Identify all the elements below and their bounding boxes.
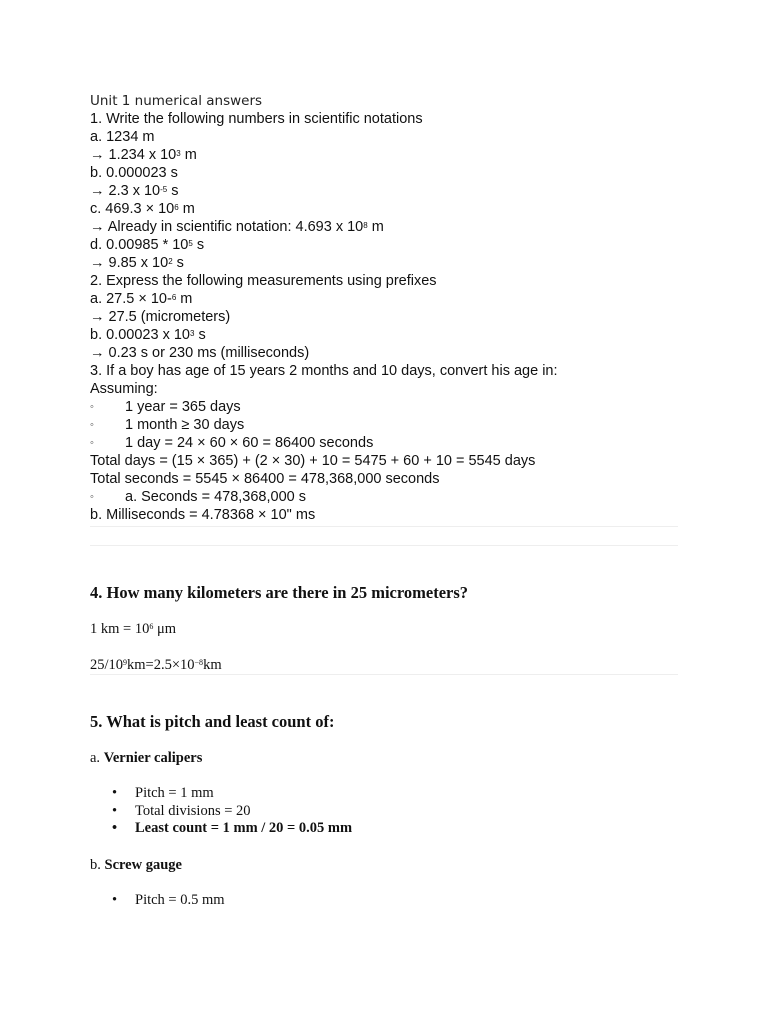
q5-b-label: b. Screw gauge — [90, 856, 182, 873]
list-item: • Pitch = 0.5 mm — [90, 892, 678, 910]
q1-d-answer: → 9.85 x $10^2$ s — [90, 255, 184, 271]
document-page — [90, 90, 678, 909]
screw-gauge-list — [90, 892, 678, 910]
q3-total-days: Total days = (15 × 365) + (2 × 30) + 10 = 5475 + 60 + 10 = 5545 days — [90, 453, 536, 469]
divider — [90, 545, 678, 546]
bullet-icon: ◦ — [90, 437, 94, 449]
bullet-icon: • — [112, 785, 118, 801]
q2-a: a. 27.5 × 10-$^6$ m — [90, 291, 193, 307]
bullet-icon: ◦ — [90, 491, 94, 503]
list-item: • Pitch = 1 mm — [90, 785, 678, 803]
q1-d: d. $0.00985 * 10^5$ s — [90, 237, 205, 253]
divider — [90, 526, 678, 527]
q1-c: c. $469.3 \times 10^6$ m — [90, 201, 195, 217]
question-1: 1. Write the following numbers in scientific notations — [90, 111, 423, 127]
vernier-list — [90, 785, 678, 838]
question-4-heading: 4. How many kilometers are there in 25 micrometers? — [90, 583, 469, 602]
bullet-icon: ◦ — [90, 401, 94, 413]
q4-line-2: $25/10^9km=2.5\times 10^{-8}km$ — [90, 657, 222, 673]
q3-assuming: Assuming: — [90, 381, 158, 397]
list-item: ◦ a. Seconds = 478,368,000 s — [90, 489, 306, 505]
q4-line-1: 1 km = $10^6$ μm — [90, 621, 177, 637]
list-item: ◦ 1 month ≥ 30 days — [90, 417, 245, 433]
q2-b: b. 0.00023 x $10^3$ s — [90, 327, 206, 343]
q3-milliseconds: b. Milliseconds = 4.78368 × 10" ms — [90, 507, 316, 523]
list-item: • Total divisions = 20 — [90, 803, 678, 821]
q5-a-label: a. Vernier calipers — [90, 750, 203, 766]
question-2: 2. Express the following measurements using prefixes — [90, 273, 437, 289]
q1-a-answer: → 1.234 x $10^3$ m — [90, 147, 197, 163]
bullet-icon: • — [112, 891, 118, 908]
list-item: ◦ 1 year = 365 days — [90, 399, 241, 415]
list-item: ◦ 1 day = 24 × 60 × 60 = 86400 seconds — [90, 435, 374, 451]
q1-a: a. 1234 m — [90, 129, 155, 145]
question-3: 3. If a boy has age of 15 years 2 months and 10 days, convert his age in: — [90, 363, 558, 379]
q1-b: b. 0.000023 s — [90, 165, 178, 181]
q1-b-answer: → 2.3 x $10^{-5}$ s — [90, 183, 179, 199]
document-title: Unit 1 numerical answers — [90, 93, 263, 109]
bullet-icon: ◦ — [90, 419, 94, 431]
question-5-heading: 5. What is pitch and least count of: — [90, 712, 335, 731]
q2-a-answer: → 27.5 (micrometers) — [90, 309, 231, 325]
bullet-icon: • — [112, 802, 118, 819]
divider — [90, 674, 678, 675]
list-item: • Least count = 1 mm / 20 = 0.05 mm — [90, 820, 678, 838]
q1-c-answer: → Already in scientific notation: 4.693 x $10^8$ m — [90, 219, 384, 235]
q3-total-seconds: Total seconds = 5545 × 86400 = 478,368,000 seconds — [90, 471, 440, 487]
bullet-icon: • — [112, 820, 118, 836]
q2-b-answer: → 0.23 s or 230 ms (milliseconds) — [90, 345, 310, 361]
